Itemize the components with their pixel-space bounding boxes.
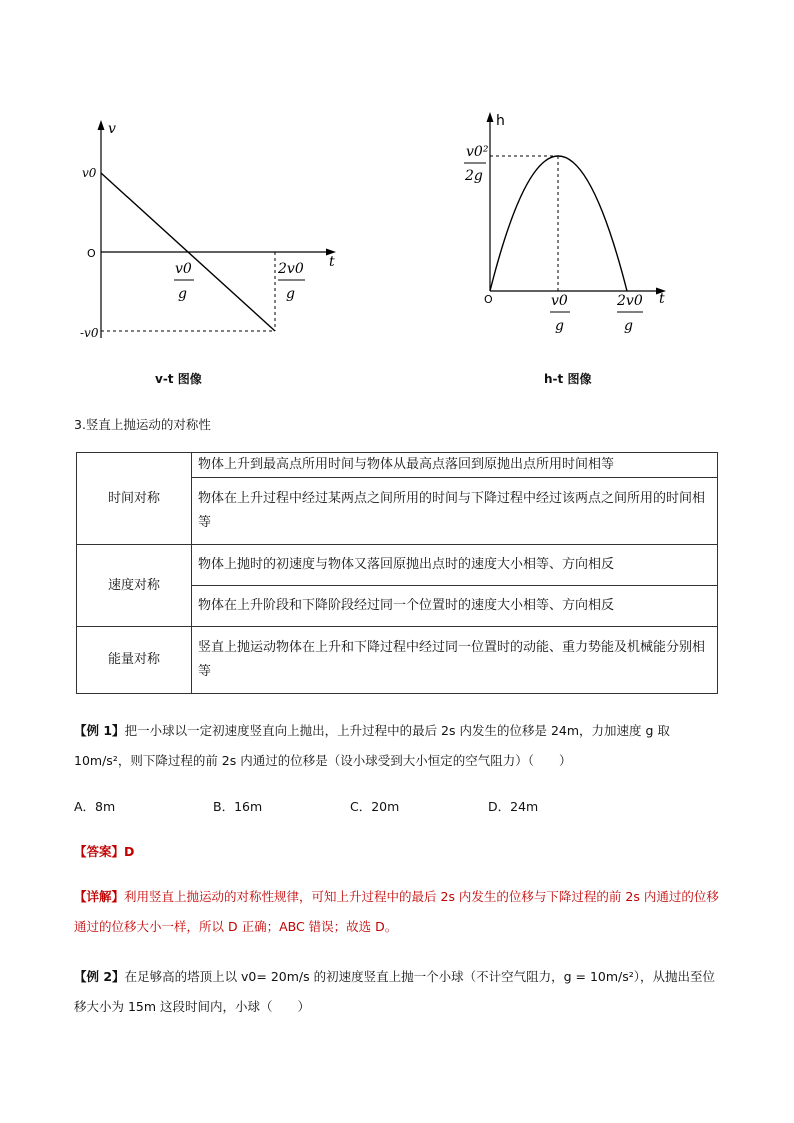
example2-text: 在足够高的塔顶上以 v0= 20m/s 的初速度竖直上抛一个小球（不计空气阻力，g = 10m/s²），从抛出至位移大小为 15m 这段时间内，小球（ ）	[74, 969, 716, 1014]
table-cell: 物体上抛时的初速度与物体又落回原抛出点时的速度大小相等、方向相反	[192, 545, 718, 586]
answer-value: D	[124, 844, 135, 859]
table-cell: 物体在上升阶段和下降阶段经过同一个位置时的速度大小相等、方向相反	[192, 586, 718, 627]
row-head-speed: 速度对称	[77, 545, 192, 627]
vt-caption: v-t 图像	[155, 372, 202, 386]
example2-label: 【例 2】	[74, 969, 125, 984]
vt-y-axis-label: v	[108, 121, 116, 137]
table-row	[77, 627, 718, 694]
example1-question	[74, 716, 722, 776]
option-a: A．8m	[74, 799, 116, 814]
ht-peak-num: v0²	[466, 144, 489, 160]
option-d: D．24m	[488, 799, 539, 814]
option-b: B．16m	[213, 799, 263, 814]
ht-x-axis-label: t	[659, 291, 665, 307]
symmetry-table	[76, 452, 718, 694]
table-cell: 竖直上抛运动物体在上升和下降过程中经过同一位置时的动能、重力势能及机械能分别相等	[192, 627, 718, 694]
detail-text: 利用竖直上抛运动的对称性规律，可知上升过程中的最后 2s 内发生的位移与下降过程的前 2s 内通过的位移通过的位移大小一样，所以 D 正确；ABC 错误；故选 D。	[74, 889, 719, 934]
table-cell: 物体上升到最高点所用时间与物体从最高点落回到原抛出点所用时间相等	[192, 453, 718, 478]
detail-label: 【详解】	[74, 889, 125, 904]
ht-origin-label: O	[484, 293, 493, 306]
example1-answer	[74, 837, 722, 867]
ht-tick2-den: g	[624, 318, 633, 334]
ht-peak-den: 2g	[465, 168, 483, 184]
ht-y-axis-label: h	[496, 113, 505, 129]
row-head-time: 时间对称	[77, 453, 192, 545]
ht-tick1-den: g	[555, 318, 564, 334]
vt-x-axis-label: t	[329, 254, 335, 270]
ht-tick1-num: v0	[551, 293, 568, 309]
table-row	[77, 453, 718, 478]
table-cell: 物体在上升过程中经过某两点之间所用的时间与下降过程中经过该两点之间所用的时间相等	[192, 478, 718, 545]
option-c: C．20m	[350, 799, 400, 814]
vt-v0-label: v0	[82, 166, 97, 180]
ht-tick2-num: 2v0	[617, 293, 643, 309]
example1-label: 【例 1】	[74, 723, 125, 738]
example2-question	[74, 962, 722, 1022]
table-row	[77, 545, 718, 586]
vt-graph	[0, 0, 794, 400]
answer-label: 【答案】	[74, 844, 125, 859]
vt-origin-label: O	[87, 247, 96, 260]
ht-graph	[464, 112, 666, 334]
vt-neg-v0-label: -v0	[80, 326, 99, 340]
example1-detail	[74, 882, 722, 942]
example1-text: 把一小球以一定初速度竖直向上抛出，上升过程中的最后 2s 内发生的位移是 24m，力加速度 g 取 10m/s²，则下降过程的前 2s 内通过的位移是（设小球受到大小恒定的空气阻力）（ ）	[74, 723, 670, 768]
section-title: 3.竖直上抛运动的对称性	[74, 417, 211, 432]
vt-tick1-num: v0	[175, 261, 192, 277]
ht-caption: h-t 图像	[544, 372, 592, 386]
vt-tick2-num: 2v0	[278, 261, 304, 277]
vt-tick1-den: g	[178, 286, 187, 302]
vt-tick2-den: g	[286, 286, 295, 302]
row-head-energy: 能量对称	[77, 627, 192, 694]
